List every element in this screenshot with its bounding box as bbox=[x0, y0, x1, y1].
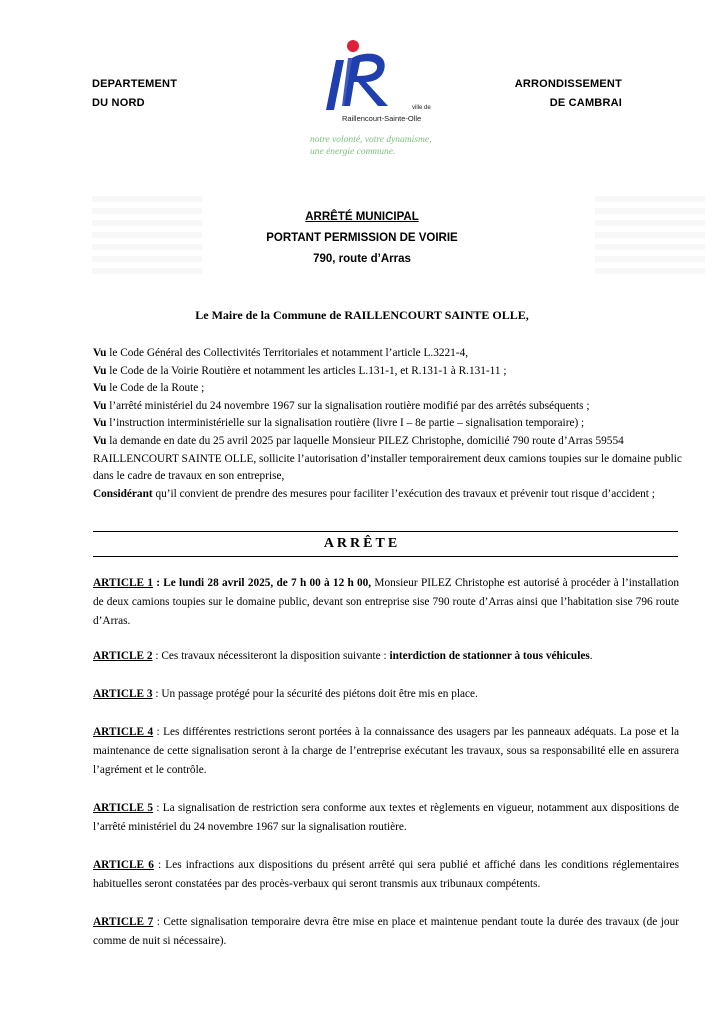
header-right-line2: DE CAMBRAI bbox=[549, 97, 622, 109]
article-2: ARTICLE 2 : Ces travaux nécessiteront la disposition suivante : interdiction de stationner à tous véhicules. bbox=[93, 650, 593, 662]
slogan-line2: une énergie commune. bbox=[310, 147, 396, 157]
vu-item: Vu la demande en date du 25 avril 2025 par laquelle Monsieur PILEZ Christophe, domicilié 790 route d’Arras 59554 RAILLENCOURT SAINTE OLLE, sollicite l’autorisation d’installer temporairement deux camions toupies sur le domaine public dans le cadre de travaux en son entreprise, bbox=[93, 434, 682, 483]
article-5: ARTICLE 5 : La signalisation de restriction sera conforme aux textes et règlements en vigueur, notamment aux dispositions de l’arrêté ministériel du 24 novembre 1967 sur la signalisation routière. bbox=[93, 802, 679, 833]
title-line3: 790, route d’Arras bbox=[313, 253, 411, 265]
document-title bbox=[0, 207, 724, 270]
vu-item: Vu l’arrêté ministériel du 24 novembre 1967 sur la signalisation routière modifié par des arrêtés subséquents ; bbox=[93, 399, 590, 412]
vu-item: Vu le Code de la Voirie Routière et notamment les articles L.131-1, et R.131-1 à R.131-11 ; bbox=[93, 364, 507, 377]
preamble-vu bbox=[93, 345, 683, 503]
article-3: ARTICLE 3 : Un passage protégé pour la sécurité des piétons doit être mis en place. bbox=[93, 688, 478, 700]
mayor-heading: Le Maire de la Commune de RAILLENCOURT SAINTE OLLE, bbox=[195, 308, 529, 322]
logo-ir-icon bbox=[322, 36, 432, 116]
logo-town-name: Raillencourt-Sainte-Olle bbox=[342, 114, 422, 123]
arrete-heading: ARRÊTE bbox=[323, 536, 401, 551]
article-6: ARTICLE 6 : Les infractions aux dispositions du présent arrêté qui sera publié et affiché dans les conditions réglementaires habituelles seront constatées par des procès-verbaux qui seront transmis aux tribunaux compétents. bbox=[93, 859, 679, 890]
title-line2: PORTANT PERMISSION DE VOIRIE bbox=[266, 232, 458, 244]
considerant-item: Considérant qu’il convient de prendre des mesures pour faciliter l’exécution des travaux et prévenir tout risque d’accident ; bbox=[93, 487, 655, 500]
divider-line bbox=[93, 556, 678, 557]
header-left-line2: DU NORD bbox=[92, 97, 145, 109]
articles-list bbox=[93, 574, 679, 951]
title-line1: ARRÊTÉ MUNICIPAL bbox=[305, 211, 419, 223]
slogan-line1: notre volonté, votre dynamisme, bbox=[310, 135, 432, 145]
article-1: ARTICLE 1 : Le lundi 28 avril 2025, de 7 h 00 à 12 h 00, Monsieur PILEZ Christophe est autorisé à procéder à l’installation de deux camions toupies sur le domaine public, devant son entreprise sise 790 route d’Arras ainsi que l’habitation sise 796 route d’Arras. bbox=[93, 577, 679, 627]
header-left-line1: DEPARTEMENT bbox=[92, 78, 178, 90]
header-departement bbox=[92, 75, 177, 113]
vu-item: Vu l’instruction interministérielle sur la signalisation routière (livre I – 8e partie – signalisation temporaire) ; bbox=[93, 417, 585, 430]
logo-ville-de: ville de bbox=[412, 105, 431, 111]
vu-item: Vu le Code de la Route ; bbox=[93, 382, 205, 395]
article-7: ARTICLE 7 : Cette signalisation temporaire devra être mise en place et maintenue pendant toute la durée des travaux (de jour comme de nuit si nécessaire). bbox=[93, 916, 679, 947]
header-arrondissement bbox=[515, 75, 622, 113]
vu-item: Vu le Code Général des Collectivités Territoriales et notamment l’article L.3221-4, bbox=[93, 347, 469, 359]
header-right-line1: ARRONDISSEMENT bbox=[514, 78, 622, 90]
logo-slogan bbox=[310, 134, 490, 158]
divider-line bbox=[93, 531, 678, 532]
article-4: ARTICLE 4 : Les différentes restrictions seront portées à la connaissance des usagers par les panneaux adéquats. La pose et la maintenance de cette signalisation seront à la charge de l’entreprise exécutant les travaux, sous sa responsabilité elle en assurera l’agrément et le contrôle. bbox=[93, 726, 679, 776]
